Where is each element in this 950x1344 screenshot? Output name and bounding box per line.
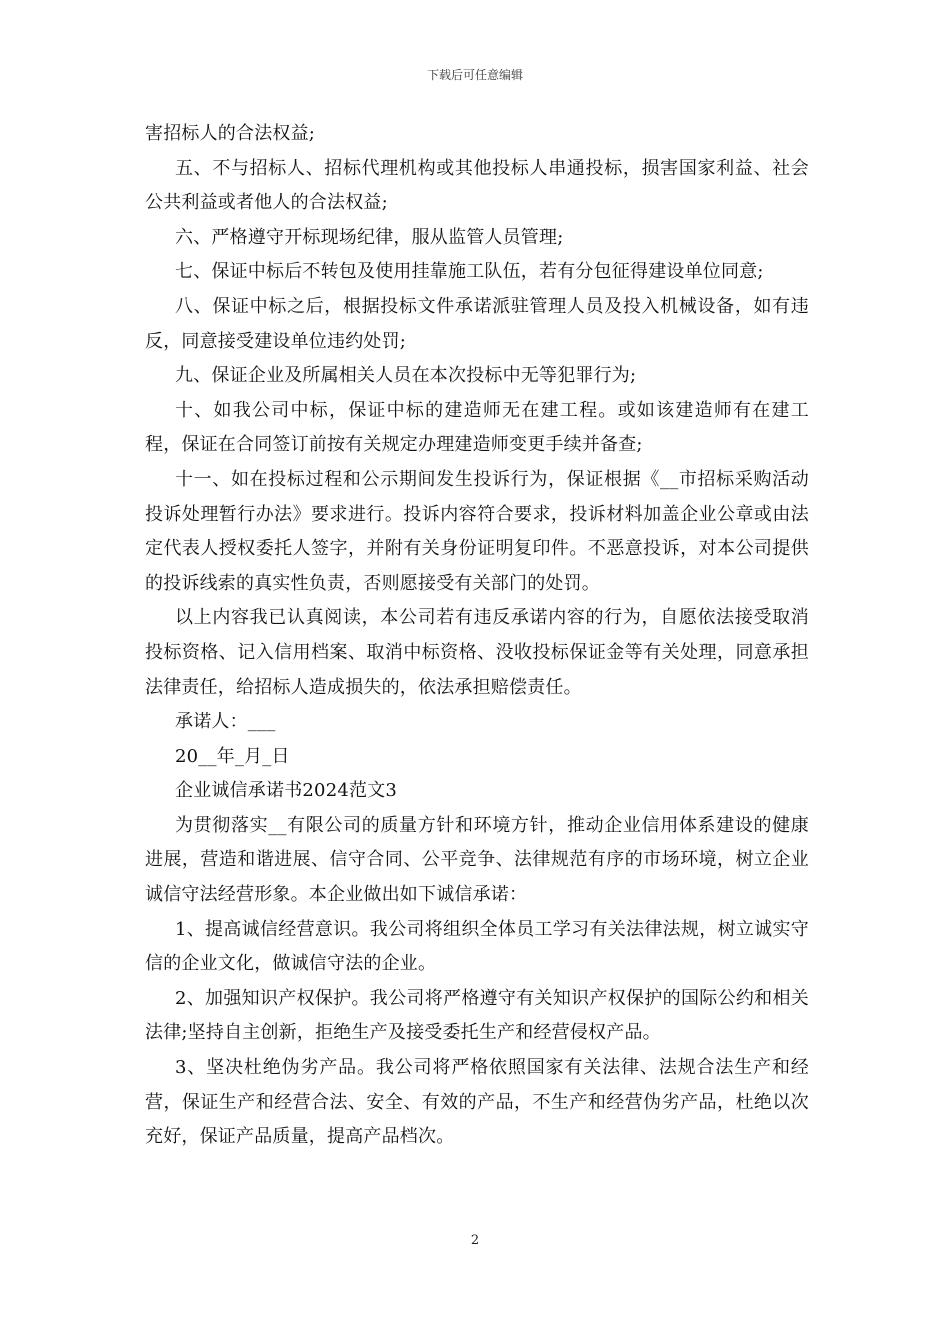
paragraph-9: 以上内容我已认真阅读，本公司若有违反承诺内容的行为，自愿依法接受取消投标资格、记入信用档案、取消中标资格、没收投标保证金等有关处理，同意承担法律责任，给招标人造成损失的，依法承担赔偿责任。	[145, 607, 809, 698]
paragraph-15: 2、加强知识产权保护。我公司将严格遵守有关知识产权保护的国际公约和相关法律;坚持自主创新，拒绝生产及接受委托生产和经营侵权产品。	[145, 987, 809, 1044]
paragraph-14: 1、提高诚信经营意识。我公司将组织全体员工学习有关法律法规，树立诚实守信的企业文化，做诚信守法的企业。	[145, 918, 809, 975]
paragraph-2: 五、不与招标人、招标代理机构或其他投标人串通投标，损害国家利益、社会公共利益或者他人的合法权益;	[145, 157, 809, 214]
page-header: 下载后可任意编辑	[426, 68, 523, 82]
paragraph-13: 为贯彻落实__有限公司的质量方针和环境方针，推动企业信用体系建设的健康进展，营造和谐进展、信守合同、公平竞争、法律规范有序的市场环境，树立企业诚信守法经营形象。本企业做出如下诚信承诺：	[145, 814, 809, 906]
paragraph-4: 七、保证中标后不转包及使用挂靠施工队伍，若有分包征得建设单位同意;	[175, 261, 764, 283]
paragraph-1: 害招标人的合法权益;	[145, 123, 316, 144]
document-body	[145, 117, 809, 1155]
section-title: 企业诚信承诺书2024范文3	[175, 780, 398, 802]
paragraph-16: 3、坚决杜绝伪劣产品。我公司将严格依照国家有关法律、法规合法生产和经营，保证生产和经营合法、安全、有效的产品，不生产和经营伪劣产品，杜绝以次充好，保证产品质量，提高产品档次。	[145, 1057, 809, 1148]
paragraph-3: 六、严格遵守开标现场纪律，服从监管人员管理;	[175, 226, 564, 248]
paragraph-5: 八、保证中标之后，根据投标文件承诺派驻管理人员及投入机械设备，如有违反，同意接受建设单位违约处罚;	[145, 295, 809, 352]
paragraph-8: 十一、如在投标过程和公示期间发生投诉行为，保证根据《__市招标采购活动投诉处理暂行办法》要求进行。投诉内容符合要求，投诉材料加盖企业公章或由法定代表人授权委托人签字，并附有关身份证明复印件。不恶意投诉，对本公司提供的投诉线索的真实性负责，否则愿接受有关部门的处罚。	[145, 468, 809, 594]
paragraph-6: 九、保证企业及所属相关人员在本次投标中无等犯罪行为;	[175, 365, 637, 387]
page-number: 2	[470, 1233, 480, 1248]
signatory-line: 承诺人：___	[175, 711, 276, 733]
paragraph-7: 十、如我公司中标，保证中标的建造师无在建工程。或如该建造师有在建工程，保证在合同签订前按有关规定办理建造师变更手续并备查;	[145, 399, 809, 456]
date-line: 20__年_月_日	[175, 745, 290, 767]
